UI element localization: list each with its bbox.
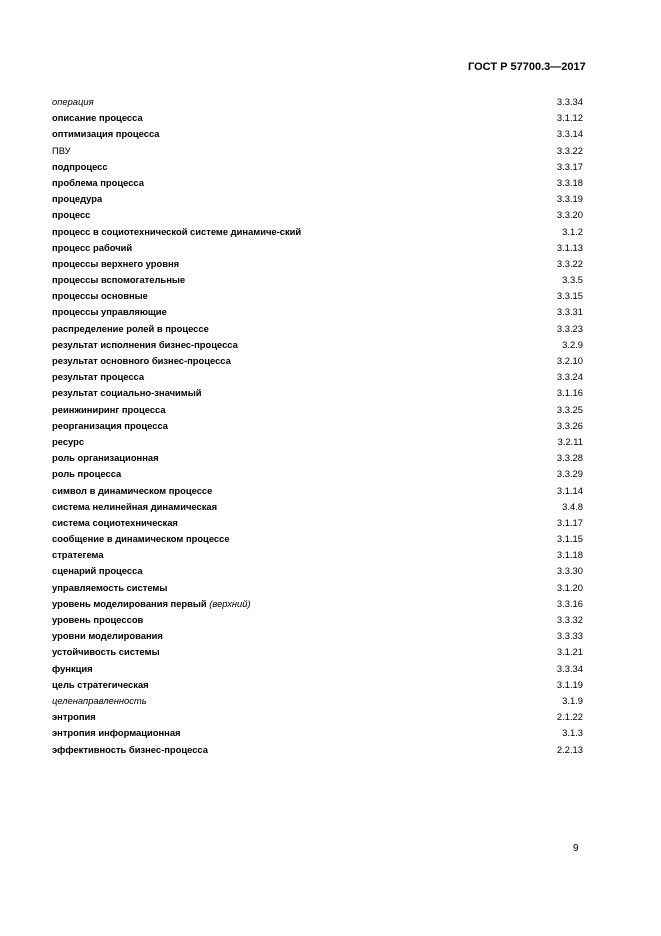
entry-reference: 3.4.8 [562,500,583,512]
entry-term [52,387,307,399]
entry-term-text: результат социально-значимый [52,387,202,399]
entry-term-text: стратегема [52,549,104,561]
index-entry [52,404,583,416]
entry-term-text: проблема процесса [52,176,144,188]
entry-reference: 3.2.10 [556,355,583,366]
entry-term-text: уровень процессов [52,614,144,625]
entry-reference: 3.3.31 [556,306,583,318]
entry-reference: 3.3.33 [556,630,583,642]
index-entry [52,128,583,140]
entry-term [52,468,307,480]
entry-term-text: результат основного бизнес-процесса [52,355,231,366]
entry-term-text: энтропия информационная [52,727,181,739]
entry-reference: 3.3.26 [556,419,583,431]
entry-term [52,355,307,367]
entry-term [52,485,307,497]
entry-reference: 3.3.20 [556,209,583,221]
entry-reference: 3.1.17 [556,516,583,528]
entry-term-text: система социотехническая [52,516,178,528]
index-entry [52,96,583,108]
entry-term-text: энтропия [52,711,96,723]
entry-term-text: сообщение в динамическом процессе [52,533,230,545]
index-entry [52,501,583,513]
entry-term [52,582,307,594]
entry-term [52,517,307,529]
index-entry [52,614,583,626]
index-entry [52,161,583,173]
entry-term [52,711,307,723]
term-index [52,96,583,760]
entry-term [52,161,307,173]
entry-reference: 3.3.25 [556,403,583,415]
entry-term-text: процессы вспомогательные [52,274,186,286]
entry-term [52,727,307,739]
index-entry [52,533,583,545]
entry-reference: 3.3.16 [556,597,583,609]
entry-term [52,226,307,238]
entry-term [52,339,307,351]
entry-term-text: оптимизация процесса [52,128,160,140]
entry-term [52,242,307,254]
entry-reference: 3.3.28 [556,452,583,464]
index-entry [52,517,583,529]
entry-reference: 3.1.16 [556,387,583,399]
entry-term-text: подпроцесс [52,160,108,172]
entry-reference: 3.1.3 [562,727,583,739]
entry-term [52,695,307,707]
entry-reference: 3.3.18 [556,176,583,188]
entry-term-text: символ в динамическом процессе [52,484,213,496]
index-entry [52,630,583,642]
entry-term [52,258,307,270]
entry-term [52,630,307,642]
entry-reference: 3.1.20 [556,581,583,593]
entry-term-text: результат процесса [52,371,145,383]
entry-term-text: ПВУ [52,144,71,156]
entry-reference: 3.2.9 [562,338,583,350]
entry-term-text: процессы верхнего уровня [52,257,180,269]
entry-term-text: управляемость системы [52,581,168,593]
entry-term [52,177,307,189]
entry-term-text: операция [52,96,94,107]
index-entry [52,306,583,318]
entry-term [52,290,307,302]
entry-reference: 3.3.19 [556,193,583,205]
entry-term [52,533,307,545]
index-entry [52,420,583,432]
entry-term-text: роль организационная [52,452,159,464]
entry-term-text: сценарий процесса [52,565,143,577]
entry-term-text: процессы управляющие [52,306,167,318]
entry-reference: 3.3.22 [556,144,583,156]
entry-term [52,209,307,221]
index-entry [52,679,583,691]
entry-reference: 3.3.34 [556,96,583,107]
entry-term-text: процессы основные [52,290,148,302]
entry-term [52,371,307,383]
entry-term-note: (верхний) [209,597,251,609]
entry-term [52,452,307,464]
entry-term-text: описание процесса [52,112,143,124]
index-entry [52,226,583,238]
index-entry [52,112,583,124]
index-entry [52,274,583,286]
index-entry [52,744,583,756]
entry-term-text: уровни моделирования [52,630,163,642]
document-code-header: ГОСТ Р 57700.3—2017 [468,61,586,73]
entry-term [52,549,307,561]
entry-term-text: процесс рабочий [52,241,133,253]
entry-term [52,274,307,286]
entry-term [52,501,307,513]
entry-reference: 3.1.12 [556,112,583,124]
index-entry [52,387,583,399]
entry-term-text: процедура [52,193,103,205]
index-entry [52,646,583,658]
entry-term [52,565,307,577]
index-entry [52,598,583,610]
index-entry [52,663,583,675]
entry-reference: 3.1.18 [556,549,583,561]
entry-term-text: цель стратегическая [52,678,149,690]
entry-term [52,614,307,626]
entry-term [52,96,307,108]
entry-reference: 3.2.11 [557,435,583,447]
page-number: 9 [573,843,579,854]
entry-term [52,404,307,416]
entry-term [52,128,307,140]
entry-reference: 3.3.30 [556,565,583,577]
entry-term-text: реинжиниринг процесса [52,403,166,415]
index-entry [52,355,583,367]
index-entry [52,485,583,497]
entry-term-text: устойчивость системы [52,646,160,658]
index-entry [52,727,583,739]
index-entry [52,452,583,464]
entry-reference: 3.1.14 [556,484,583,496]
entry-term-text: система нелинейная динамическая [52,500,218,512]
index-entry [52,177,583,189]
index-entry [52,371,583,383]
entry-term [52,436,307,448]
index-entry [52,436,583,448]
entry-term [52,306,307,318]
entry-term [52,598,307,610]
entry-term-text: процесс [52,209,91,221]
entry-reference: 3.3.17 [556,160,583,172]
entry-reference: 3.1.2 [562,225,583,237]
entry-term [52,744,307,756]
entry-term [52,193,307,205]
entry-reference: 3.1.19 [556,678,583,690]
entry-term-text: результат исполнения бизнес-процесса [52,338,238,350]
entry-reference: 3.3.5 [562,274,583,286]
index-entry [52,290,583,302]
entry-term [52,663,307,675]
entry-reference: 3.1.13 [556,241,583,253]
entry-reference: 3.1.21 [556,646,583,658]
index-entry [52,323,583,335]
index-entry [52,711,583,723]
index-entry [52,209,583,221]
entry-term-text: распределение ролей в процессе [52,322,209,334]
entry-reference: 3.3.15 [556,290,583,302]
entry-reference: 3.3.24 [556,371,583,383]
index-entry [52,565,583,577]
index-entry [52,145,583,157]
entry-reference: 3.3.14 [556,128,583,140]
index-entry [52,242,583,254]
entry-term-text: роль процесса [52,468,122,480]
entry-term [52,323,307,335]
entry-reference: 3.3.23 [556,322,583,334]
entry-term-text: функция [52,662,93,674]
entry-term [52,112,307,124]
entry-reference: 3.1.15 [556,533,583,545]
entry-term [52,646,307,658]
index-entry [52,258,583,270]
entry-term [52,679,307,691]
entry-term [52,420,307,432]
entry-reference: 2.1.22 [556,711,583,723]
entry-reference: 3.3.22 [556,257,583,269]
entry-term-text: ресурс [52,435,85,447]
entry-term-text: эффективность бизнес-процесса [52,743,208,755]
index-entry [52,339,583,351]
entry-reference: 3.3.34 [556,662,583,674]
index-entry [52,193,583,205]
entry-term-text: уровень моделирования первый [52,597,207,609]
index-entry [52,695,583,707]
entry-term-text: процесс в социотехнической системе динамиче-ский [52,225,302,237]
entry-term-text: реорганизация процесса [52,419,169,431]
entry-reference: 3.3.32 [556,614,583,625]
entry-term-text: целенаправленность [52,694,147,706]
entry-reference: 3.1.9 [562,694,583,706]
entry-reference: 2.2.13 [556,743,583,755]
index-entry [52,468,583,480]
entry-reference: 3.3.29 [556,468,583,480]
entry-term [52,145,307,157]
index-entry [52,582,583,594]
index-entry [52,549,583,561]
